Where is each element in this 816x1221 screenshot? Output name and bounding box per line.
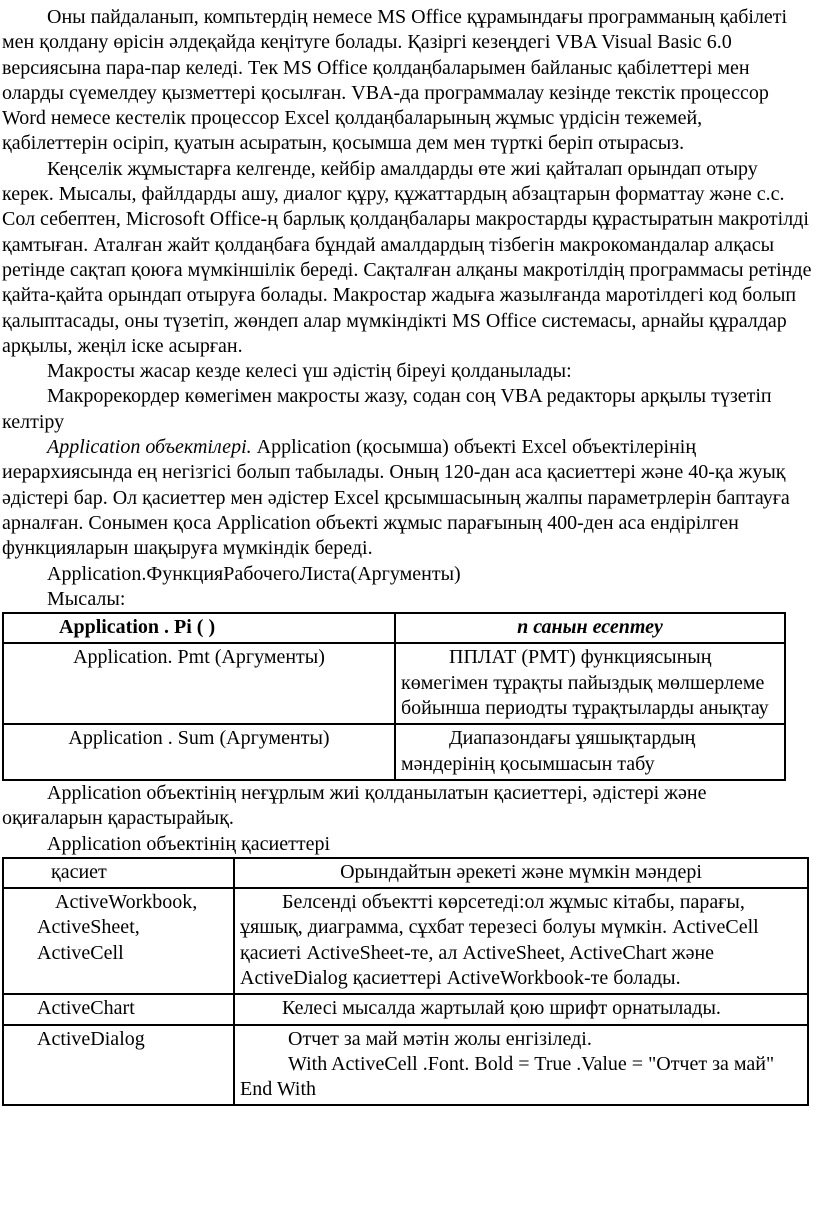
activechart-property-cell: ActiveChart — [3, 994, 234, 1024]
examples-table-row-pmt — [3, 643, 785, 724]
examples-table-header-row — [3, 613, 785, 643]
paragraph-macrorecorder: Макрорекордер көмегімен макросты жазу, содан соң VBA редакторы арқылы түзетіп келтіру — [2, 385, 772, 433]
examples-sum-description-cell: Диапазондағы ұяшықтардың мәндерінің қосымшасын табу — [395, 724, 785, 780]
properties-table — [2, 857, 809, 1107]
paragraph-office-macros: Кеңселік жұмыстарға келгенде, кейбір амалдарды өте жиі қайталап орындап отыру керек. Мысалы, файлдарды ашу, диалог құру, құжаттардың абзацтарын форматтау және с.с. Сол себептен, Microsoft Office-ң барлық қолдаңбалары макростарды құрастыратын макротілді қамтыған. Аталған жайт қолдаңбаға бұндай амалдардың тізбегін макрокомандалар алқасы ретінде сақтап қоюға мүмкіншілік береді. Сақталған алқаны макротілдің программасы ретінде қайта-қайта орындап отыруға болады. Макростар жадыға жазылғанда маротілдегі код болып қалыптасады, оны түзетіп, жөндеп алар мүмкіндікті MS Office системасы, арнайы құралдар арқылы, жеңіл іске асырған. — [2, 157, 812, 357]
properties-row-active-objects — [3, 888, 808, 994]
properties-header-description-cell: Орындайтын әрекеті және мүмкін мәндері — [234, 858, 808, 888]
application-objects-lead: Application объектілері. — [47, 436, 252, 459]
examples-header-method-cell: Application . Pi ( ) — [3, 613, 395, 643]
paragraph-application-objects — [2, 435, 812, 561]
examples-header-description-cell: п санын есептеу — [395, 613, 785, 643]
examples-pmt-method-cell: Application. Pmt (Аргументы) — [3, 643, 395, 724]
examples-table-row-sum — [3, 724, 785, 780]
examples-sum-method-cell: Application . Sum (Аргументы) — [3, 724, 395, 780]
active-objects-description-cell: Белсенді объектті көрсетеді:ол жұмыс кітабы, парағы, ұяшық, диаграмма, сұхбат терезесі болуы мүмкін. ActiveCell қасиеті ActiveSheet-те, ал ActiveSheet, ActiveChart және ActiveDialog қасиеттері ActiveWorkbook-те болады. — [234, 888, 808, 994]
paragraph-macro-methods: Макросты жасар кезде келесі үш әдістің біреуі қолданылады: — [47, 360, 572, 383]
paragraph-application-usage: Application объектінің неғұрлым жиі қолданылатын қасиеттері, әдістері және оқиғаларын қарастырайық. — [2, 781, 707, 830]
line-worksheet-function-call: Application.ФункцияРабочегоЛиста(Аргументы) — [47, 562, 461, 585]
activedialog-description-line2: With ActiveCell .Font. Bold = True .Value = "Отчет за май" End With — [240, 1052, 775, 1101]
properties-header-property-cell: қасиет — [3, 858, 234, 888]
paragraph-vba-intro: Оны пайдаланып, компьтердің немесе MS Office құрамындағы программаның қабілеті мен қолдану өрісін әлдеқайда кеңітуге болады. Қазіргі кезеңдегі VBA Visual Basic 6.0 версиясына пара-пар келеді. Тек MS Office қолдаңбаларымен байланыс қабілеттері мен оларды сүемелдеу қызметтері қосылған. VBA-да программалау кезінде текстік процессор Word немесе кестелік процессор Excel қолдаңбаларының жұмыс үрдісін тежемей, қабілеттерін осіріп, қуатын асыратын, қосымша дем мен түрткі беріп отырасыз. — [2, 6, 788, 155]
example-label: Мысалы: — [47, 587, 126, 610]
active-objects-property-cell: ActiveWorkbook, ActiveSheet, ActiveCell — [3, 888, 234, 994]
properties-row-activechart — [3, 994, 808, 1024]
activedialog-property-cell: ActiveDialog — [3, 1025, 234, 1106]
activedialog-description-line1: Отчет за май мәтін жолы енгізіледі. — [288, 1027, 592, 1050]
application-objects-text: Application (қосымша) объекті Excel объектілерінің иерархиясында ең негізгісі болып табылады. Оның 120-дан аса қасиеттері және 40-қа жуық әдістері бар. Ол қасиеттер мен әдістер Excel қрсымшасының жалпы параметрлерін баптауға арналған. Сонымен қоса Application объекті жұмыс парағының 400-ден аса ендірілген функцияларын шақыруға мүмкіндік береді. — [2, 436, 790, 560]
properties-table-header-row — [3, 858, 808, 888]
activechart-description-cell: Келесі мысалда жартылай қою шрифт орнатылады. — [234, 994, 808, 1024]
activedialog-description-cell — [234, 1025, 808, 1106]
properties-row-activedialog — [3, 1025, 808, 1106]
examples-table — [2, 612, 786, 781]
examples-pmt-description-cell: ППЛАТ (РМТ) функциясының көмегімен тұрақты пайыздық мөлшерлеме бойынша периодты тұрақтыларды анықтау — [395, 643, 785, 724]
application-properties-title: Application объектінің қасиеттері — [47, 832, 330, 855]
